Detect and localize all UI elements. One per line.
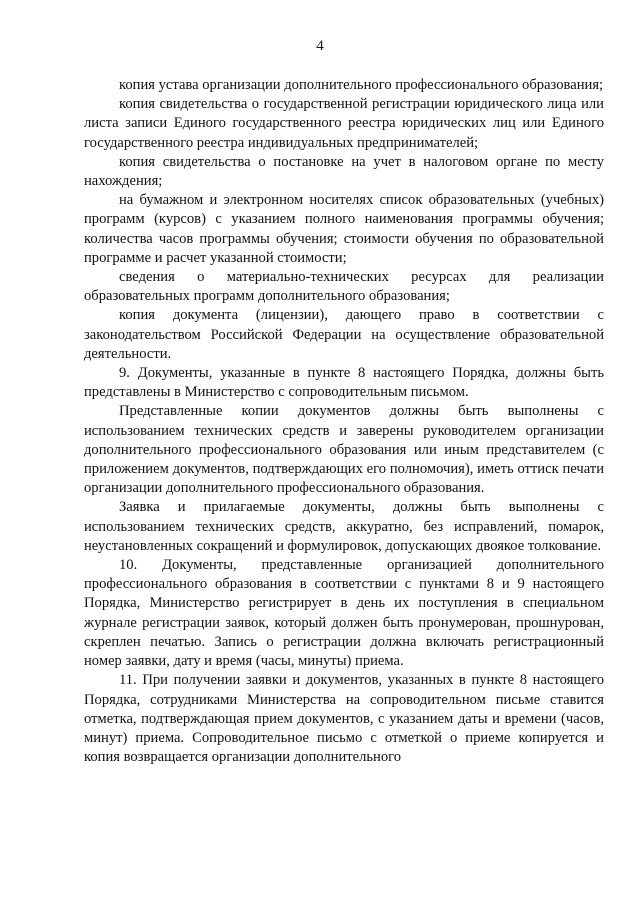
paragraph-resources: сведения о материально-технических ресурсах для реализации образовательных программ дополнительного образования; (84, 269, 604, 305)
paragraph-charter-copy: копия устава организации дополнительного профессионального образования; (119, 77, 604, 93)
paragraph-copies-requirements: Представленные копии документов должны быть выполнены с использованием технических средств и заверены руководителем организации дополнительного профессионального образования или иным представителем (с приложением документов, подтверждающих его полномочия), иметь оттиск печати организации дополнительного профессионального образования. (84, 403, 604, 497)
paragraph-application-requirements: Заявка и прилагаемые документы, должны быть выполнены с использованием технических средств, аккуратно, без исправлений, помарок, неустановленных сокращений и формулировок, допускающих двоякое толкование. (84, 499, 604, 554)
paragraph-license-copy: копия документа (лицензии), дающего право в соответствии с законодательством Российской Федерации на осуществление образовательной деятельности. (84, 307, 604, 362)
paragraph-tax-certificate: копия свидетельства о постановке на учет в налоговом органе по месту нахождения; (84, 153, 604, 190)
paragraph-clause-10: 10. Документы, представленные организацией дополнительного профессионального образования в соответствии с пунктами 8 и 9 настоящего Порядка, Министерство регистрирует в день их поступления в специальном журнале регистрации заявок, который должен быть пронумерован, прошнурован, скреплен печатью. Запись о регистрации должна включать регистрационный номер заявки, дату и время (часы, минуты) приема. (84, 557, 604, 670)
page-number: 4 (316, 38, 324, 54)
paragraph-registration-certificate: копия свидетельства о государственной регистрации юридического лица или листа записи Единого государственного реестра юридических лиц или Единого государственного реестра индивидуальных предпринимателей; (84, 96, 604, 151)
paragraph-clause-9: 9. Документы, указанные в пункте 8 настоящего Порядка, должны быть представлены в Министерство с сопроводительным письмом. (84, 365, 604, 401)
paragraph-program-list: на бумажном и электронном носителях список образовательных (учебных) программ (курсов) с указанием полного наименования программы обучения; количества часов программы обучения; стоимости обучения по образовательной программе и расчет указанной стоимости; (84, 192, 604, 266)
paragraph-clause-11: 11. При получении заявки и документов, указанных в пункте 8 настоящего Порядка, сотрудниками Министерства на сопроводительном письме ставится отметка, подтверждающая прием документов, с указанием даты и времени (часов, минут) приема. Сопроводительное письмо с отметкой о приеме копируется и копия возвращается организации дополнительного (84, 672, 604, 766)
document-body (84, 76, 604, 767)
